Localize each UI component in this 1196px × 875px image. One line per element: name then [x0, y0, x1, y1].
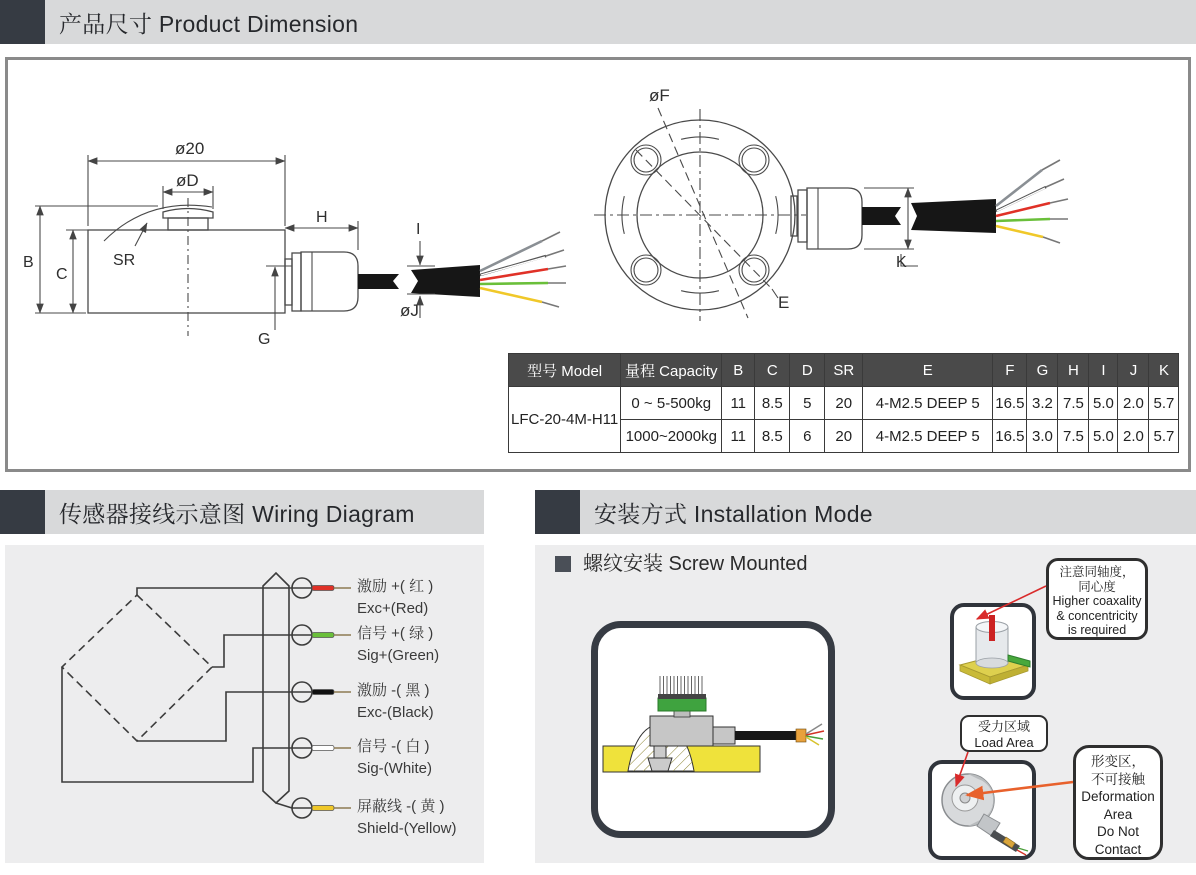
svg-text:E: E [778, 293, 790, 312]
svg-text:øD: øD [176, 171, 199, 190]
square-bullet-icon [555, 556, 571, 572]
coaxiality-illustration [954, 607, 1032, 696]
section-title: 安装方式 Installation Mode [594, 500, 873, 527]
bridge-diamond [62, 595, 212, 741]
svg-text:B: B [23, 254, 34, 271]
load-area-illustration [932, 764, 1032, 856]
wire-label-sig-plus: 信号 +( 绿 ) Sig+(Green) [357, 625, 440, 664]
section-header-installation [535, 490, 1196, 534]
product-dimension-panel [5, 57, 1191, 472]
coaxiality-illustration-box [950, 603, 1036, 700]
screw-mounted-subtitle: 螺纹安装 Screw Mounted [583, 553, 808, 575]
wire-label-shield: 屏蔽线 -( 黄 ) Shield-(Yellow) [357, 798, 457, 837]
svg-text:øF: øF [649, 86, 670, 105]
svg-text:C: C [56, 266, 68, 283]
model-cell: LFC-20-4M-H11 [509, 387, 621, 453]
coaxiality-callout: 注意同轴度， 同心度 Higher coaxality & concentricity is required [1046, 558, 1148, 640]
col-capacity: 量程 Capacity [621, 354, 722, 387]
section-title: 产品尺寸 Product Dimension [59, 10, 359, 37]
load-area-callout: 受力区域 Load Area [960, 715, 1048, 752]
spec-table-row: 1000~2000kg 11 8.5 6 20 4-M2.5 DEEP 5 16.5 3.0 7.5 5.0 2.0 5.7 [509, 420, 1179, 453]
wire-label-exc-plus: 激励 +( 红 ) Exc+(Red) [357, 578, 434, 617]
load-area-illustration-box [928, 760, 1036, 860]
spec-table-header-row: 型号 Model 量程 Capacity B C D SR E F G H I J K [509, 354, 1179, 387]
side-view-drawing [23, 139, 566, 348]
screw-mount-illustration-box [591, 621, 835, 838]
section-accent-square [535, 490, 580, 534]
svg-text:I: I [416, 221, 421, 238]
svg-text:K: K [896, 254, 907, 271]
svg-text:H: H [316, 209, 328, 226]
wire-label-exc-minus: 激励 -( 黑 ) Exc-(Black) [357, 682, 434, 721]
wiring-diagram-panel [5, 545, 484, 863]
col-model: 型号 Model [509, 354, 621, 387]
spec-table [508, 353, 1179, 453]
section-accent-square [0, 0, 45, 44]
spec-table-row: LFC-20-4M-H11 0 ~ 5-500kg 11 8.5 5 20 4-M2.5 DEEP 5 16.5 3.2 7.5 5.0 2.0 5.7 [509, 387, 1179, 420]
cable-sheath [263, 573, 289, 803]
section-header-product-dimension [0, 0, 1196, 44]
section-accent-square [0, 490, 45, 534]
svg-text:øJ: øJ [400, 301, 419, 320]
deformation-callout: 形变区， 不可接触 Deformation Area Do Not Contact [1073, 745, 1163, 860]
svg-text:G: G [258, 331, 271, 348]
section-header-wiring [0, 490, 484, 534]
section-title: 传感器接线示意图 Wiring Diagram [59, 500, 415, 527]
svg-text:ø20: ø20 [175, 139, 205, 158]
wire-label-sig-minus: 信号 -( 白 ) Sig-(White) [357, 738, 433, 777]
terminal-symbols [292, 578, 312, 818]
screw-mount-illustration [598, 628, 828, 831]
svg-text:SR: SR [113, 252, 136, 269]
front-view-drawing [594, 86, 1068, 321]
installation-panel [535, 545, 1196, 863]
wire-color-chips [312, 586, 351, 811]
